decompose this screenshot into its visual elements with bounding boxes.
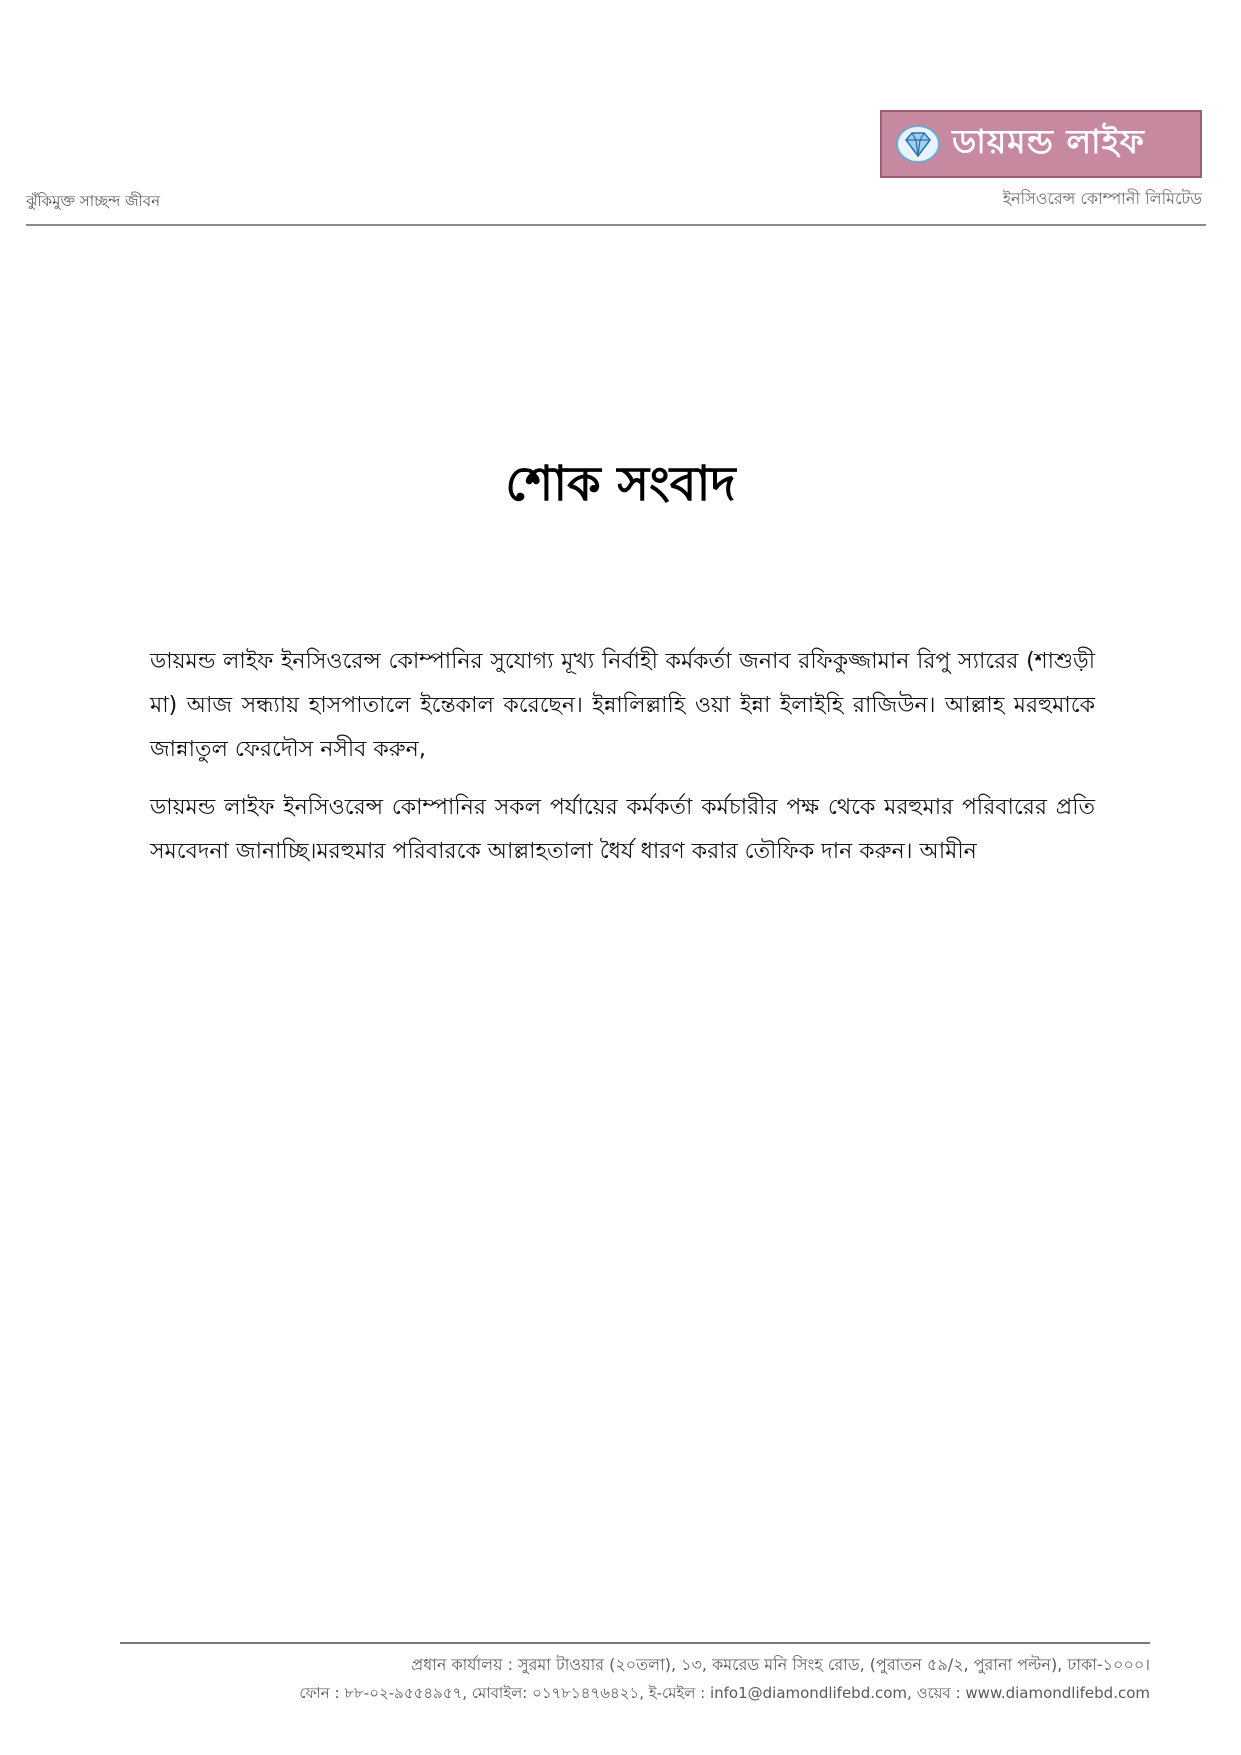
footer-address: প্রধান কার্যালয় : সুরমা টাওয়ার (২০তলা), ১৩, কমরেড মনি সিংহ রোড, (পুরাতন ৫৯/২, পুরানা পল্টন), ঢাকা-১০০০। [411,1655,1150,1674]
diamond-icon [896,124,940,164]
notice-paragraph: ডায়মন্ড লাইফ ইনসিওরেন্স কোম্পানির সুযোগ্য মূখ্য নির্বাহী কর্মকর্তা জনাব রফিকুজ্জামান রিপু স্যারের (শাশুড়ী মা) আজ সন্ধ্যায় হাসপাতালে ইন্তেকাল করেছেন। ইন্নালিল্লাহি ওয়া ইন্না ইলাইহি রাজিউন। আল্লাহ মরহুমাকে জান্নাতুল ফেরদৌস নসীব করুন, [150,649,1095,762]
notice-body [150,640,1095,888]
notice-paragraph: ডায়মন্ড লাইফ ইনসিওরেন্স কোম্পানির সকল পর্যায়ের কর্মকর্তা কর্মচারীর পক্ষ থেকে মরহুমার পরিবারের প্রতি সমবেদনা জানাচ্ছি।মরহুমার পরিবারকে আল্লাহতালা ধৈর্য ধারণ করার তৌফিক দান করুন। আমীন [150,795,1095,864]
notice-title: শোক সংবাদ [505,456,736,512]
footer-divider [120,1642,1150,1644]
company-logo [880,110,1202,178]
logo-name: ডায়মন্ড লাইফ [952,122,1145,161]
company-tagline: ঝুঁকিমুক্ত সাচ্ছন্দ জীবন [26,192,161,210]
header-divider [26,224,1206,226]
logo-subtitle: ইনসিওরেন্স কোম্পানী লিমিটেড [1002,189,1202,208]
footer-contact: ফোন : ৮৮-০২-৯৫৫৪৯৫৭, মোবাইল: ০১৭৮১৪৭৬৪২১, ই-মেইল : info1@diamondlifebd.com, ওয়েব : www.diamondlifebd.com [299,1684,1150,1702]
